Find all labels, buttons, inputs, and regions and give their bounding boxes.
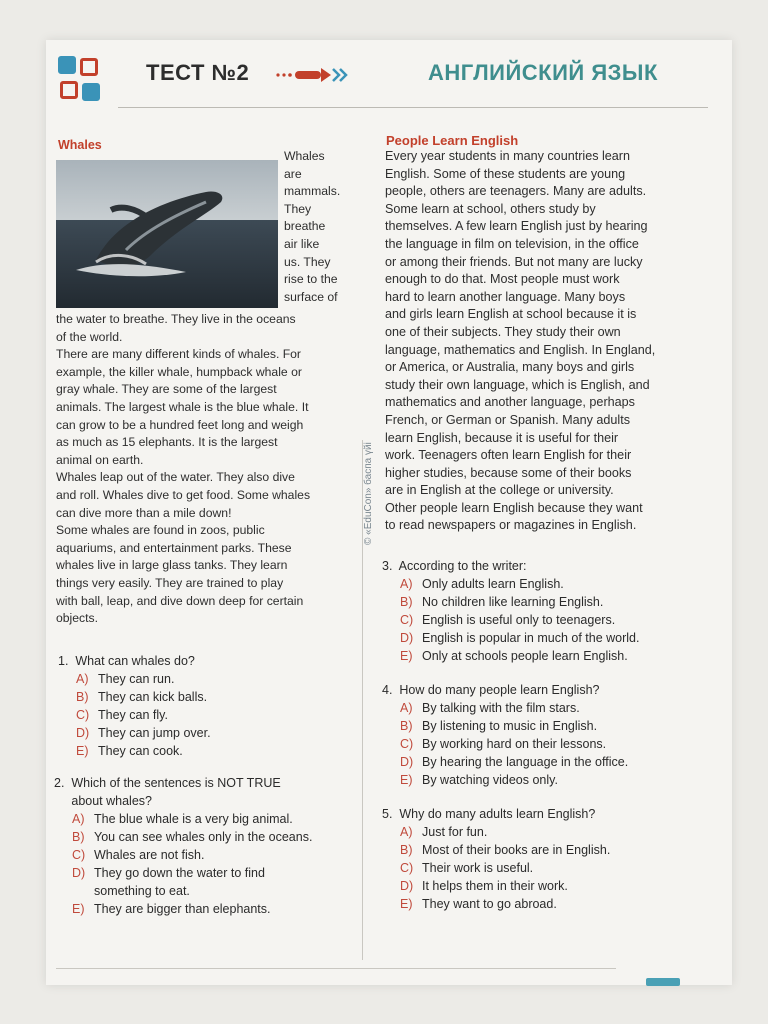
text-line: whales live in large glass tanks. They learn (56, 558, 288, 573)
option-text: They can jump over. (98, 726, 211, 740)
text-line: animals. The largest whale is the blue whale. It (56, 399, 309, 414)
question-stem: 4. How do many people learn English? (382, 683, 600, 697)
answer-option[interactable] (400, 575, 639, 593)
option-text: English is popular in much of the world. (422, 631, 640, 645)
arrow-right-icon (275, 65, 355, 85)
option-letter: D) (400, 631, 414, 645)
answer-option[interactable] (72, 846, 312, 864)
answer-option[interactable] (76, 742, 211, 760)
option-text: They want to go abroad. (422, 897, 557, 911)
option-letter: A) (400, 701, 413, 715)
whales-paragraph (56, 311, 310, 628)
answer-option[interactable] (400, 647, 639, 665)
option-text: By listening to music in English. (422, 719, 598, 733)
option-text: Just for fun. (422, 825, 488, 839)
text-line: example, the killer whale, humpback whale or (56, 364, 302, 379)
question-stem: 3. According to the writer: (382, 559, 527, 573)
text-line: and roll. Whales dive to get food. Some whales (56, 487, 311, 502)
text-line: higher studies, because some of their books (385, 465, 632, 480)
text-line: gray whale. They are some of the largest (56, 382, 277, 397)
answer-option[interactable] (400, 611, 639, 629)
option-text: They go down the water to find (94, 866, 265, 880)
text-line: aquariums, and entertainment parks. These (56, 540, 292, 555)
option-letter: A) (400, 577, 413, 591)
option-text: They can run. (98, 672, 175, 686)
option-letter: B) (72, 830, 85, 844)
text-line: things very easily. They are trained to play (56, 575, 284, 590)
text-line: language, mathematics and English. In England, (385, 342, 656, 357)
option-letter: E) (76, 744, 89, 758)
option-text: By hearing the language in the office. (422, 755, 629, 769)
option-letter: B) (400, 719, 413, 733)
option-letter: E) (72, 902, 85, 916)
option-letter: D) (76, 726, 90, 740)
text-line: air like (284, 236, 320, 251)
text-line: Other people learn English because they want (385, 500, 643, 515)
text-line: or among their friends. But not many are lucky (385, 254, 643, 269)
text-line: can grow to be a hundred feet long and weigh (56, 417, 304, 432)
option-letter: C) (400, 613, 414, 627)
option-letter: C) (400, 861, 414, 875)
answer-option[interactable] (400, 895, 610, 913)
text-line: Whales (284, 149, 325, 163)
text-line: study their own language, which is English, and (385, 377, 650, 392)
text-line: There are many different kinds of whales. For (56, 347, 301, 362)
text-line: are (284, 166, 302, 181)
text-line: breathe (284, 219, 326, 234)
option-text: It helps them in their work. (422, 879, 568, 893)
text-line: to read newspapers or magazines in English. (385, 518, 637, 533)
option-text: something to eat. (94, 884, 190, 898)
answer-option[interactable] (400, 841, 610, 859)
option-text: The blue whale is a very big animal. (94, 812, 293, 826)
text-line: work. Teenagers often learn English for their (385, 448, 632, 463)
text-line: one of their subjects. They study their own (385, 324, 621, 339)
text-line: animal on earth. (56, 452, 144, 467)
option-text: Only adults learn English. (422, 577, 564, 591)
answer-option[interactable] (400, 753, 628, 771)
option-text: Their work is useful. (422, 861, 534, 875)
text-line: as much as 15 elephants. It is the largest (56, 435, 278, 450)
option-letter: C) (400, 737, 414, 751)
text-line: the water to breathe. They live in the oceans (56, 312, 296, 326)
option-letter: D) (72, 866, 86, 880)
option-letter: E) (400, 649, 413, 663)
question-2 (54, 774, 312, 918)
question-stem: about whales? (54, 794, 152, 808)
answer-option[interactable] (76, 670, 211, 688)
answer-option[interactable] (76, 706, 211, 724)
text-line: objects. (56, 611, 99, 626)
text-line: French, or German or Spanish. Many adults (385, 412, 630, 427)
option-text: Whales are not fish. (94, 848, 205, 862)
text-line: with ball, leap, and dive down deep for certain (56, 593, 304, 608)
answer-option[interactable] (400, 823, 610, 841)
text-line: Some whales are found in zoos, public (56, 523, 265, 538)
option-letter: A) (400, 825, 413, 839)
question-4 (382, 681, 628, 789)
text-line: of the world. (56, 329, 123, 344)
option-text: By talking with the film stars. (422, 701, 580, 715)
whales-float-text (284, 148, 340, 306)
text-line: surface of (284, 289, 338, 304)
whales-title: Whales (58, 138, 102, 152)
text-line: learn English, because it is useful for their (385, 430, 619, 445)
option-text: They are bigger than elephants. (94, 902, 271, 916)
question-1 (58, 652, 211, 760)
text-line: are in English at the college or university. (385, 483, 614, 498)
option-letter: A) (76, 672, 89, 686)
option-text: Most of their books are in English. (422, 843, 611, 857)
copyright-text: © «EduCon» баспа үйі (363, 442, 374, 545)
answer-option[interactable] (400, 877, 610, 895)
page-number-tab (646, 978, 680, 986)
text-line: English. Some of these students are young (385, 166, 626, 181)
whale-photo (56, 160, 278, 308)
question-3 (382, 557, 639, 665)
option-text: English is useful only to teenagers. (422, 613, 616, 627)
option-letter: E) (400, 897, 413, 911)
answer-option[interactable] (400, 735, 628, 753)
answer-option[interactable] (400, 859, 610, 877)
text-line: Every year students in many countries learn (385, 149, 630, 163)
text-line: hard to learn another language. Many boys (385, 289, 626, 304)
option-text: By watching videos only. (422, 773, 558, 787)
text-line: Some learn at school, others study by (385, 201, 596, 216)
option-letter: D) (400, 755, 414, 769)
text-line: us. They (284, 254, 331, 269)
option-letter: B) (400, 595, 413, 609)
answer-option[interactable] (400, 699, 628, 717)
answer-option[interactable] (400, 717, 628, 735)
header-divider (118, 107, 708, 108)
text-line: and girls learn English at school because it is (385, 307, 637, 322)
answer-option[interactable] (76, 724, 211, 742)
question-stem: 1. What can whales do? (58, 654, 195, 668)
publisher-logo-icon (58, 56, 104, 106)
question-stem: 2. Which of the sentences is NOT TRUE (54, 776, 281, 790)
answer-option[interactable] (72, 900, 312, 918)
answer-option[interactable] (76, 688, 211, 706)
text-line: enough to do that. Most people must work (385, 272, 620, 287)
text-line: mammals. (284, 184, 341, 199)
answer-option[interactable] (72, 810, 312, 828)
answer-option[interactable] (72, 828, 312, 846)
subject-title: АНГЛИЙСКИЙ ЯЗЫК (428, 60, 658, 85)
text-line: can dive more than a mile down! (56, 505, 232, 520)
question-5 (382, 805, 610, 913)
option-text: They can fly. (98, 708, 168, 722)
text-line: people, others are teenagers. Many are adults. (385, 184, 647, 199)
option-letter: A) (72, 812, 85, 826)
option-letter: E) (400, 773, 413, 787)
text-line: themselves. A few learn English just by hearing (385, 219, 648, 234)
footer-divider (56, 968, 616, 969)
option-text: They can cook. (98, 744, 183, 758)
option-letter: C) (76, 708, 90, 722)
text-line: Whales leap out of the water. They also dive (56, 470, 295, 485)
option-letter: C) (72, 848, 86, 862)
text-line: mathematics and another language, perhaps (385, 395, 635, 410)
question-stem: 5. Why do many adults learn English? (382, 807, 596, 821)
option-text: Only at schools people learn English. (422, 649, 628, 663)
text-line: They (284, 201, 312, 216)
people-learn-english-title: People Learn English (386, 133, 519, 148)
answer-option[interactable] (72, 864, 312, 900)
option-text: You can see whales only in the oceans. (94, 830, 313, 844)
option-letter: B) (400, 843, 413, 857)
option-text: No children like learning English. (422, 595, 604, 609)
text-line: the language in film on television, in the office (385, 236, 639, 251)
answer-option[interactable] (400, 771, 628, 789)
answer-option[interactable] (400, 593, 639, 611)
test-title: ТЕСТ №2 (146, 60, 250, 85)
people-learn-english-paragraph (385, 148, 655, 535)
option-text: They can kick balls. (98, 690, 208, 704)
text-line: rise to the (284, 272, 338, 287)
text-line: or America, or Australia, many boys and girls (385, 360, 635, 375)
option-text: By working hard on their lessons. (422, 737, 607, 751)
option-letter: D) (400, 879, 414, 893)
option-letter: B) (76, 690, 89, 704)
answer-option[interactable] (400, 629, 639, 647)
